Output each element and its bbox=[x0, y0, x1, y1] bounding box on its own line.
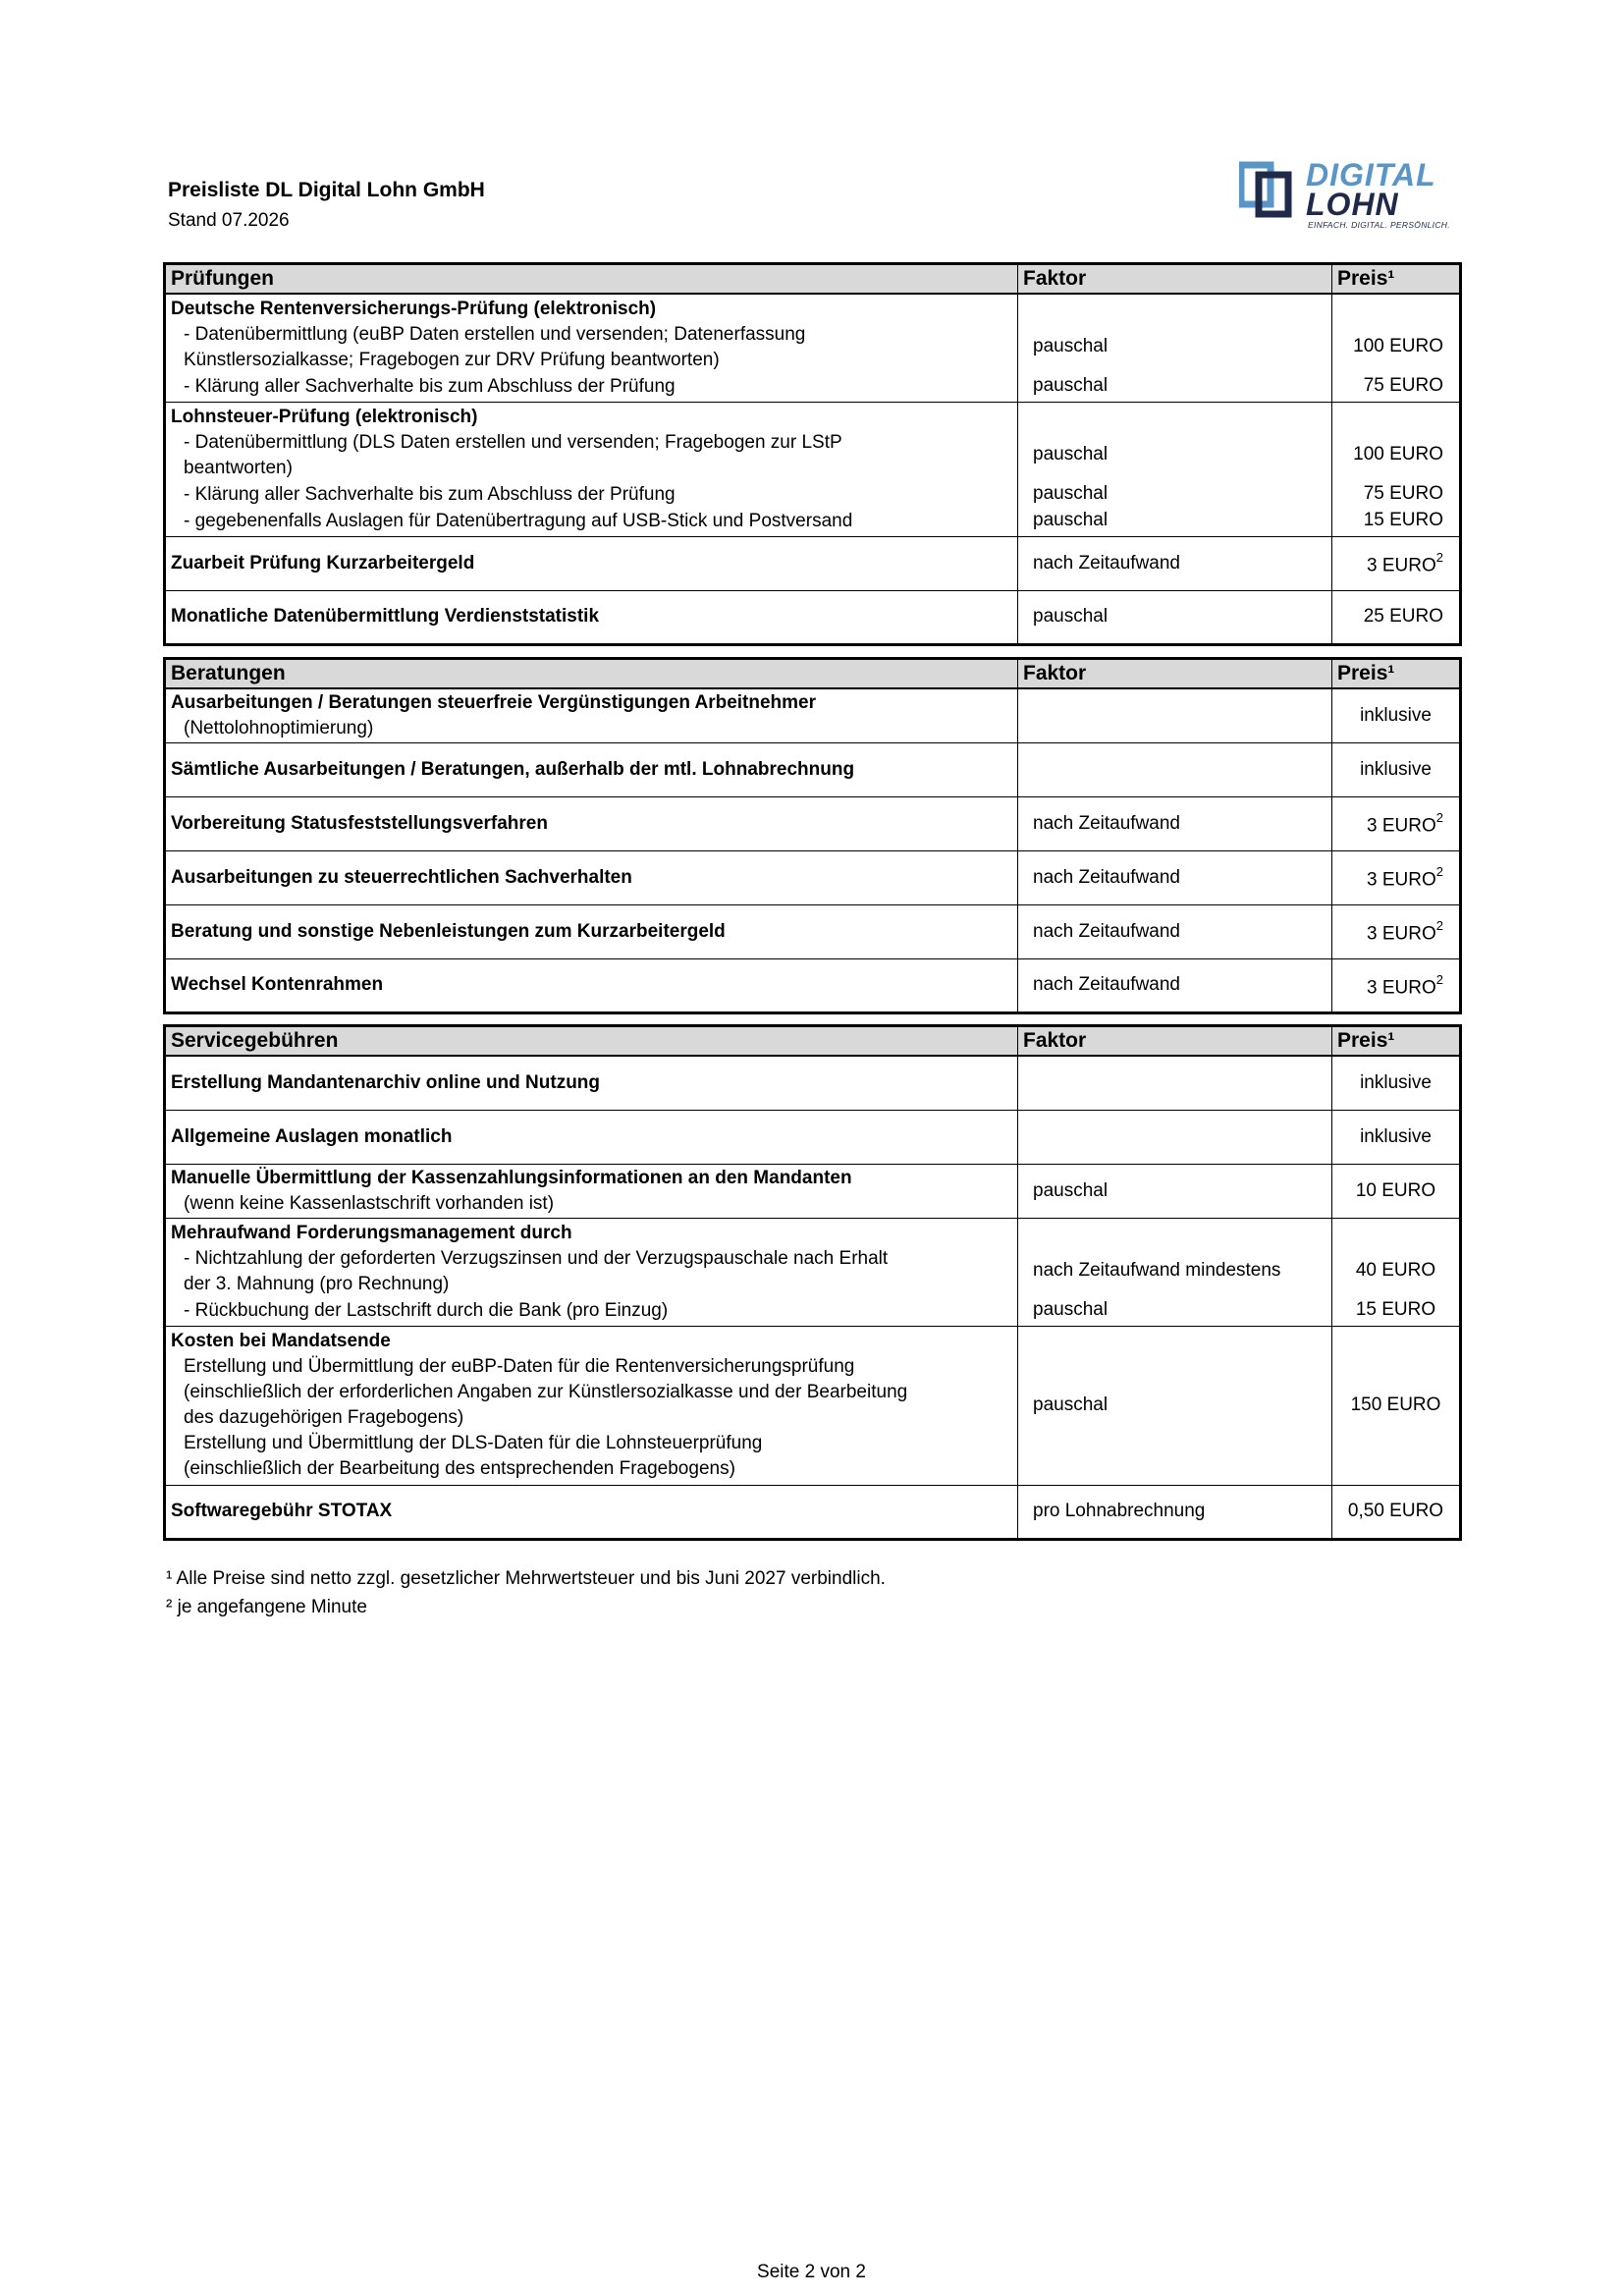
row-faktor: pauschal bbox=[1033, 509, 1109, 530]
row-text: Erstellung und Übermittlung der euBP-Daten für die Rentenversicherungsprüfung bbox=[184, 1356, 855, 1377]
section-title: Servicegebühren bbox=[165, 1026, 1018, 1057]
row-text: beantworten) bbox=[184, 458, 293, 478]
table-row bbox=[165, 590, 1461, 644]
table-row bbox=[165, 1056, 1461, 1110]
table-beratungen bbox=[163, 657, 1462, 1014]
row-text: Erstellung und Übermittlung der DLS-Daten für die Lohnsteuerprüfung bbox=[184, 1433, 763, 1453]
table-row bbox=[165, 688, 1461, 742]
logo-text-digital: DIGITAL bbox=[1306, 157, 1436, 192]
row-faktor: pauschal bbox=[1018, 1164, 1332, 1218]
row-preis: 150 EURO bbox=[1332, 1326, 1461, 1485]
footnote-ref: 2 bbox=[1435, 971, 1443, 987]
footnote-1: ¹ Alle Preise sind netto zzgl. gesetzlicher Mehrwertsteuer und bis Juni 2027 verbindlich. bbox=[166, 1568, 886, 1589]
row-title: Kosten bei Mandatsende bbox=[171, 1331, 391, 1351]
row-title: Erstellung Mandantenarchiv online und Nutzung bbox=[165, 1056, 1018, 1110]
row-faktor: nach Zeitaufwand bbox=[1018, 536, 1332, 590]
table-row bbox=[165, 1164, 1461, 1218]
row-title: Ausarbeitungen zu steuerrechtlichen Sachverhalten bbox=[165, 850, 1018, 904]
row-title: Beratung und sonstige Nebenleistungen zum Kurzarbeitergeld bbox=[165, 904, 1018, 958]
footnote-ref: 2 bbox=[1435, 864, 1443, 880]
row-preis: 15 EURO bbox=[1363, 509, 1443, 530]
table-row bbox=[165, 294, 1461, 402]
col-faktor: Faktor bbox=[1018, 659, 1332, 689]
row-faktor: nach Zeitaufwand bbox=[1018, 796, 1332, 850]
row-faktor: nach Zeitaufwand bbox=[1018, 958, 1332, 1012]
table-header bbox=[165, 264, 1461, 295]
row-preis: 100 EURO bbox=[1353, 336, 1443, 356]
row-preis: 3 EURO bbox=[1367, 555, 1436, 576]
footnote-ref: 2 bbox=[1435, 918, 1443, 934]
table-row bbox=[165, 1326, 1461, 1485]
row-title: Deutsche Rentenversicherungs-Prüfung (elektronisch) bbox=[171, 299, 657, 320]
row-text: (Nettolohnoptimierung) bbox=[184, 717, 374, 738]
row-preis: 3 EURO bbox=[1367, 923, 1436, 945]
table-row bbox=[165, 1110, 1461, 1164]
section-title: Prüfungen bbox=[165, 264, 1018, 295]
row-preis: inklusive bbox=[1332, 742, 1461, 796]
table-row bbox=[165, 402, 1461, 536]
row-faktor: pauschal bbox=[1018, 590, 1332, 644]
row-preis: 100 EURO bbox=[1353, 443, 1443, 465]
table-row bbox=[165, 850, 1461, 904]
page-number: Seite 2 von 2 bbox=[757, 2262, 866, 2282]
row-title: Zuarbeit Prüfung Kurzarbeitergeld bbox=[165, 536, 1018, 590]
section-title: Beratungen bbox=[165, 659, 1018, 689]
row-text: (wenn keine Kassenlastschrift vorhanden ist) bbox=[184, 1192, 555, 1214]
col-preis: Preis¹ bbox=[1332, 264, 1461, 295]
col-preis: Preis¹ bbox=[1332, 659, 1461, 689]
table-row bbox=[165, 904, 1461, 958]
row-text: - Datenübermittlung (euBP Daten erstellen und versenden; Datenerfassung bbox=[184, 324, 806, 346]
row-text: - Nichtzahlung der geforderten Verzugszinsen und der Verzugspauschale nach Erhalt bbox=[184, 1248, 889, 1269]
row-title: Lohnsteuer-Prüfung (elektronisch) bbox=[171, 407, 478, 427]
logo-tagline: EINFACH. DIGITAL. PERSÖNLICH. bbox=[1308, 220, 1450, 230]
row-title: Vorbereitung Statusfeststellungsverfahren bbox=[165, 796, 1018, 850]
table-pruefungen bbox=[163, 262, 1462, 646]
row-faktor: pauschal bbox=[1033, 375, 1109, 396]
footnote-2: ² je angefangene Minute bbox=[166, 1597, 367, 1617]
row-text: - Datenübermittlung (DLS Daten erstellen und versenden; Fragebogen zur LStP bbox=[184, 432, 842, 453]
row-title: Mehraufwand Forderungsmanagement durch bbox=[171, 1223, 572, 1243]
row-title: Sämtliche Ausarbeitungen / Beratungen, außerhalb der mtl. Lohnabrechnung bbox=[165, 742, 1018, 796]
row-preis: 3 EURO bbox=[1367, 869, 1436, 891]
row-text: der 3. Mahnung (pro Rechnung) bbox=[184, 1274, 450, 1294]
row-text: Künstlersozialkasse; Fragebogen zur DRV Prüfung beantworten) bbox=[184, 350, 720, 371]
table-service bbox=[163, 1024, 1462, 1541]
row-faktor: nach Zeitaufwand mindestens bbox=[1033, 1259, 1281, 1281]
table-row bbox=[165, 1485, 1461, 1539]
row-preis: 15 EURO bbox=[1355, 1298, 1436, 1320]
footnote-ref: 2 bbox=[1435, 550, 1443, 566]
row-title: Wechsel Kontenrahmen bbox=[165, 958, 1018, 1012]
row-text: - Rückbuchung der Lastschrift durch die Bank (pro Einzug) bbox=[184, 1300, 669, 1321]
row-title: Allgemeine Auslagen monatlich bbox=[165, 1110, 1018, 1164]
table-header bbox=[165, 659, 1461, 689]
row-faktor: pauschal bbox=[1018, 1326, 1332, 1485]
table-row bbox=[165, 1218, 1461, 1326]
table-header bbox=[165, 1026, 1461, 1057]
stand-date: Stand 07.2026 bbox=[168, 210, 290, 231]
table-row bbox=[165, 958, 1461, 1012]
row-preis: 0,50 EURO bbox=[1332, 1485, 1461, 1539]
company-logo bbox=[1239, 157, 1450, 234]
col-faktor: Faktor bbox=[1018, 264, 1332, 295]
row-text: - Klärung aller Sachverhalte bis zum Abschluss der Prüfung bbox=[184, 484, 676, 505]
row-title: Manuelle Übermittlung der Kassenzahlungsinformationen an den Mandanten bbox=[171, 1167, 852, 1188]
col-faktor: Faktor bbox=[1018, 1026, 1332, 1057]
row-title: Softwaregebühr STOTAX bbox=[165, 1485, 1018, 1539]
table-row bbox=[165, 536, 1461, 590]
row-text: des dazugehörigen Fragebogens) bbox=[184, 1407, 464, 1428]
table-row bbox=[165, 796, 1461, 850]
row-preis: inklusive bbox=[1332, 688, 1461, 742]
row-preis: 40 EURO bbox=[1355, 1259, 1436, 1281]
table-row bbox=[165, 742, 1461, 796]
row-faktor: pauschal bbox=[1033, 336, 1109, 356]
row-preis: inklusive bbox=[1332, 1110, 1461, 1164]
row-faktor: nach Zeitaufwand bbox=[1018, 904, 1332, 958]
footnote-ref: 2 bbox=[1435, 810, 1443, 826]
row-faktor: pauschal bbox=[1033, 482, 1109, 504]
page-title: Preisliste DL Digital Lohn GmbH bbox=[168, 179, 485, 201]
logo-mark-icon bbox=[1239, 161, 1302, 220]
col-preis: Preis¹ bbox=[1332, 1026, 1461, 1057]
row-preis: 10 EURO bbox=[1332, 1164, 1461, 1218]
row-title: Monatliche Datenübermittlung Verdienststatistik bbox=[165, 590, 1018, 644]
row-faktor: pro Lohnabrechnung bbox=[1018, 1485, 1332, 1539]
row-faktor: nach Zeitaufwand bbox=[1018, 850, 1332, 904]
row-text: - Klärung aller Sachverhalte bis zum Abschluss der Prüfung bbox=[184, 376, 676, 398]
row-preis: 3 EURO bbox=[1367, 977, 1436, 999]
row-preis: 75 EURO bbox=[1363, 375, 1443, 396]
row-preis: 3 EURO bbox=[1367, 815, 1436, 837]
row-text: (einschließlich der erforderlichen Angaben zur Künstlersozialkasse und der Bearbeitung bbox=[184, 1382, 908, 1402]
row-text: (einschließlich der Bearbeitung des entsprechenden Fragebogens) bbox=[184, 1458, 735, 1479]
row-text: - gegebenenfalls Auslagen für Datenübertragung auf USB-Stick und Postversand bbox=[184, 511, 853, 531]
row-faktor: pauschal bbox=[1033, 443, 1109, 465]
row-faktor: pauschal bbox=[1033, 1298, 1109, 1320]
logo-text-lohn: LOHN bbox=[1306, 187, 1399, 222]
row-preis: 75 EURO bbox=[1363, 482, 1443, 504]
row-title: Ausarbeitungen / Beratungen steuerfreie Vergünstigungen Arbeitnehmer bbox=[171, 691, 817, 713]
row-preis: inklusive bbox=[1332, 1056, 1461, 1110]
row-preis: 25 EURO bbox=[1332, 590, 1461, 644]
